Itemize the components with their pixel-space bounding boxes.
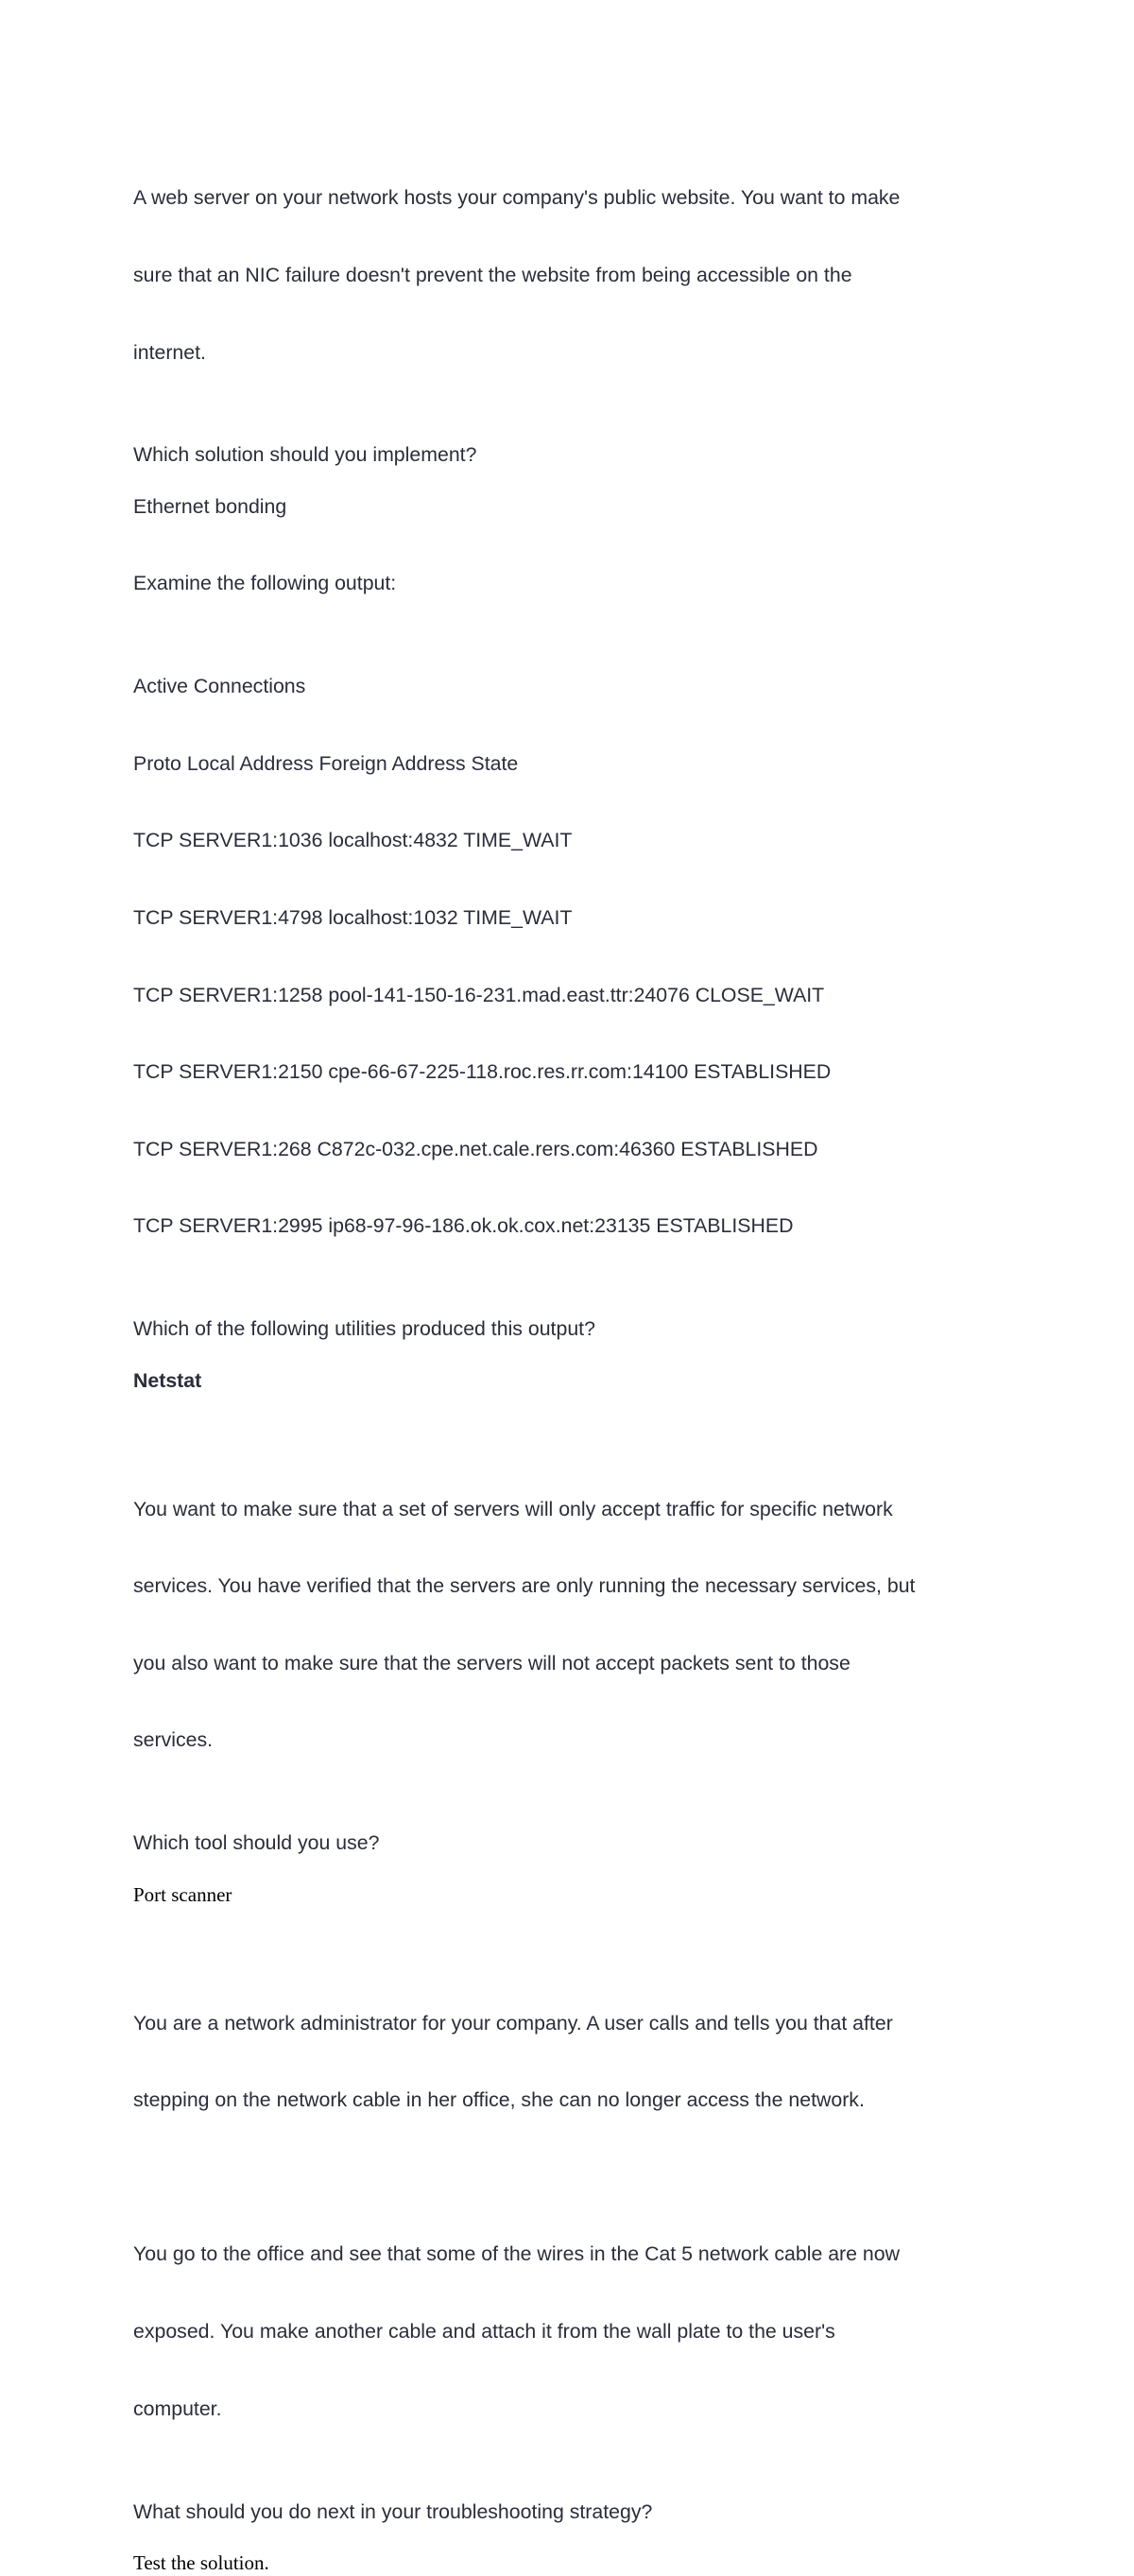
q3-prompt-line: you also want to make sure that the servers will not accept packets sent to those bbox=[133, 1651, 850, 1674]
output-line: Proto Local Address Foreign Address State bbox=[133, 751, 519, 775]
q4-prompt-line: You are a network administrator for your company. A user calls and tells you that after bbox=[133, 2011, 893, 2035]
q1-prompt bbox=[133, 134, 1012, 417]
document-page bbox=[133, 134, 1012, 2576]
q4-prompt-line: exposed. You make another cable and attach it from the wall plate to the user's bbox=[133, 2320, 835, 2344]
q2-question: Which of the following utilities produced this output? bbox=[133, 1317, 595, 1341]
output-line: TCP SERVER1:268 C872c-032.cpe.net.cale.rers.com:46360 ESTABLISHED bbox=[133, 1137, 818, 1160]
q4-prompt-line: computer. bbox=[133, 2396, 222, 2420]
q1-prompt-line: internet. bbox=[133, 340, 206, 364]
q4-answer: Test the solution. bbox=[133, 2550, 269, 2574]
output-line: Active Connections bbox=[133, 675, 306, 698]
q4-prompt-line: You go to the office and see that some of the wires in the Cat 5 network cable are now bbox=[133, 2242, 900, 2266]
output-line: TCP SERVER1:2150 cpe-66-67-225-118.roc.res.rr.com:14100 ESTABLISHED bbox=[133, 1060, 832, 1084]
q1-prompt-line: sure that an NIC failure doesn't prevent the website from being accessible on the bbox=[133, 264, 852, 287]
q4-prompt-line: stepping on the network cable in her office, she can no longer access the network. bbox=[133, 2088, 865, 2112]
q3-prompt-line: You want to make sure that a set of servers will only accept traffic for specific network bbox=[133, 1497, 893, 1520]
q4-prompt-2 bbox=[133, 2190, 1012, 2473]
q2-answer: Netstat bbox=[133, 1368, 202, 1392]
output-line: TCP SERVER1:1036 localhost:4832 TIME_WAIT bbox=[133, 829, 573, 852]
q1-prompt-line: A web server on your network hosts your company's public website. You want to make bbox=[133, 186, 901, 210]
q4-question: What should you do next in your troubleshooting strategy? bbox=[133, 2499, 653, 2523]
q2-output bbox=[133, 623, 1012, 1291]
q1-answer: Ethernet bonding bbox=[133, 494, 287, 518]
q4-prompt bbox=[133, 1959, 1012, 2165]
output-line: TCP SERVER1:2995 ip68-97-96-186.ok.ok.cox.net:23135 ESTABLISHED bbox=[133, 1214, 794, 1238]
q3-prompt bbox=[133, 1445, 1012, 1805]
q3-answer: Port scanner bbox=[133, 1882, 232, 1906]
output-line: TCP SERVER1:1258 pool-141-150-16-231.mad.east.ttr:24076 CLOSE_WAIT bbox=[133, 983, 825, 1006]
output-line: TCP SERVER1:4798 localhost:1032 TIME_WAIT bbox=[133, 906, 573, 930]
q3-prompt-line: services. bbox=[133, 1728, 214, 1752]
q2-intro: Examine the following output: bbox=[133, 572, 397, 595]
q1-question: Which solution should you implement? bbox=[133, 443, 477, 467]
q3-question: Which tool should you use? bbox=[133, 1831, 380, 1855]
q3-prompt-line: services. You have verified that the servers are only running the necessary services, but bbox=[133, 1574, 916, 1598]
